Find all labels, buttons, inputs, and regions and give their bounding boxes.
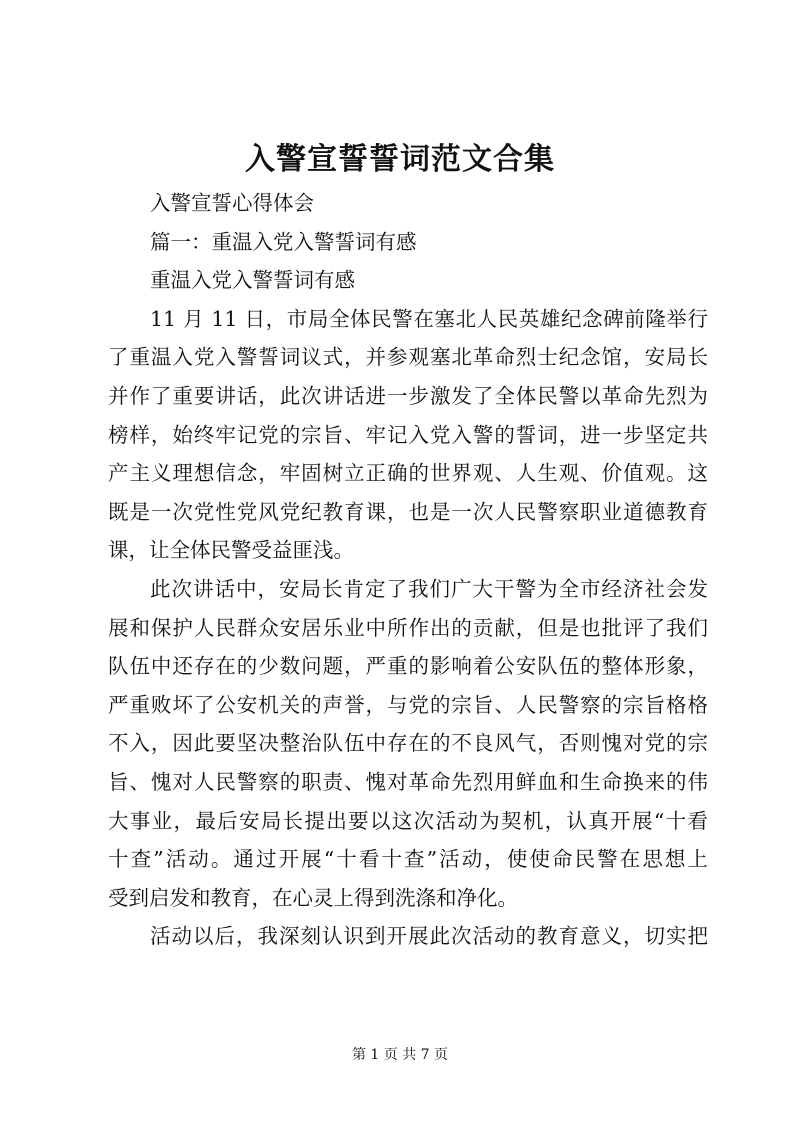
- page-number-footer: 第 1 页 共 7 页: [351, 1047, 449, 1063]
- paragraph-line: 并作了重要讲话，此次讲话进一步激发了全体民警以革命先烈为: [108, 383, 708, 408]
- paragraph-line: 旨、愧对人民警察的职责、愧对革命先烈用鲜血和生命换来的伟: [108, 769, 708, 794]
- paragraph-line: 大事业，最后安局长提出要以这次活动为契机，认真开展“十看: [108, 808, 708, 833]
- paragraph-line: 此次讲话中，安局长肯定了我们广大干警为全市经济社会发: [150, 576, 708, 601]
- paragraph-line: 了重温入党入警誓词议式，并参观塞北革命烈士纪念馆，安局长: [108, 345, 708, 370]
- document-body: [108, 184, 708, 956]
- section-heading: 入警宣誓心得体会: [150, 191, 314, 215]
- article-title: 重温入党入警誓词有感: [150, 268, 355, 293]
- paragraph-line: 十查”活动。通过开展“十看十查”活动，使使命民警在思想上: [108, 847, 708, 872]
- paragraph-line: 受到启发和教育，在心灵上得到洗涤和净化。: [108, 885, 518, 910]
- paragraph-line: 产主义理想信念，牢固树立正确的世界观、人生观、价值观。这: [108, 461, 708, 486]
- paragraph-line: 榜样，始终牢记党的宗旨、牢记入党入警的誓词，进一步坚定共: [108, 422, 708, 447]
- paragraph-line: 活动以后，我深刻认识到开展此次活动的教育意义，切实把: [150, 924, 708, 949]
- paragraph-line: 队伍中还存在的少数问题，严重的影响着公安队伍的整体形象，: [108, 654, 708, 679]
- chapter-heading: 篇一：重温入党入警誓词有感: [150, 229, 417, 254]
- document-title: 入警宣誓誓词范文合集: [245, 142, 555, 177]
- paragraph-line: 课，让全体民警受益匪浅。: [108, 538, 354, 563]
- paragraph-line: 严重败坏了公安机关的声誉，与党的宗旨、人民警察的宗旨格格: [108, 692, 708, 717]
- paragraph-line: 既是一次党性党风党纪教育课，也是一次人民警察职业道德教育: [108, 499, 708, 524]
- paragraph-line: 不入，因此要坚决整治队伍中存在的不良风气，否则愧对党的宗: [108, 731, 708, 756]
- paragraph-line: 11 月 11 日，市局全体民警在塞北人民英雄纪念碑前隆举行: [150, 306, 708, 331]
- paragraph-line: 展和保护人民群众安居乐业中所作出的贡献，但是也批评了我们: [108, 615, 708, 640]
